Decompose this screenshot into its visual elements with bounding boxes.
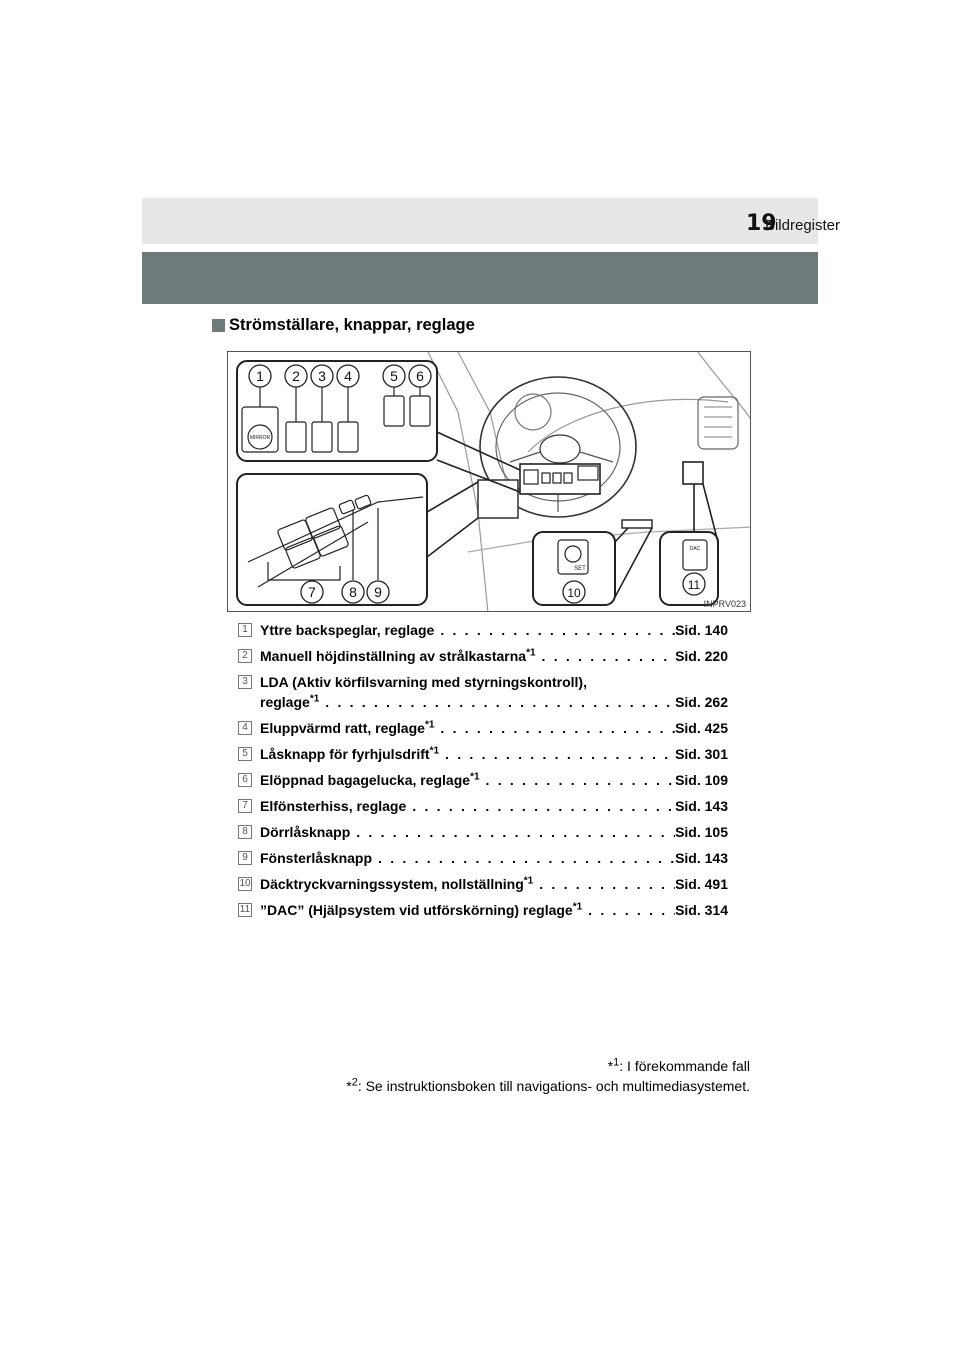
leader-dots (319, 692, 675, 712)
leader-dots (536, 646, 676, 666)
footnote-number: 2 (351, 1076, 358, 1089)
footnote-mark: *1 (309, 693, 320, 705)
callout-1: 1 (256, 368, 264, 384)
callout-10: 10 (567, 586, 581, 600)
leader-dots (406, 796, 675, 816)
item-number: 8 (238, 825, 252, 839)
section-heading (212, 316, 475, 335)
page-reference-link[interactable]: Sid. 105 (675, 824, 728, 840)
footnote-asterisk: * (607, 1058, 614, 1074)
leader-dots (582, 900, 675, 920)
callout-5: 5 (390, 368, 398, 384)
item-label: ”DAC” (Hjälpsystem vid utförskörning) reglage (260, 902, 573, 918)
callout-2: 2 (292, 368, 300, 384)
header-title: Bildregister (764, 217, 840, 234)
item-label-cont: reglage (260, 694, 310, 710)
footnote-mark: *1 (526, 647, 536, 659)
page-reference-link[interactable]: Sid. 143 (675, 798, 728, 814)
list-item (238, 672, 728, 712)
item-number: 5 (238, 747, 252, 761)
page-reference-link[interactable]: Sid. 262 (675, 694, 728, 710)
leader-dots (533, 874, 675, 894)
item-number: 7 (238, 799, 252, 813)
footnote-text: : I förekommande fall (619, 1058, 750, 1074)
list-item (238, 796, 728, 816)
page-reference-link[interactable]: Sid. 491 (675, 876, 728, 892)
item-label: Elöppnad bagagelucka, reglage (260, 772, 471, 788)
footnote-mark: *1 (470, 771, 480, 783)
list-item (238, 848, 728, 868)
leader-dots (434, 620, 675, 640)
page-reference-link[interactable]: Sid. 109 (675, 772, 728, 788)
list-item (238, 646, 728, 666)
page-reference-link[interactable]: Sid. 425 (675, 720, 728, 736)
callout-4: 4 (344, 368, 352, 384)
list-item (238, 620, 728, 640)
list-item (238, 900, 728, 920)
leader-dots (372, 848, 675, 868)
page-reference-link[interactable]: Sid. 143 (675, 850, 728, 866)
item-label: Elfönsterhiss, reglage (260, 798, 407, 814)
item-number: 11 (239, 904, 251, 915)
callout-7: 7 (308, 584, 316, 600)
item-label: LDA (Aktiv körfilsvarning med styrningskontroll), (260, 674, 587, 690)
list-item (238, 822, 728, 842)
page-reference-link[interactable]: Sid. 314 (675, 902, 728, 918)
callout-9: 9 (374, 584, 382, 600)
item-number: 4 (238, 721, 252, 735)
item-number: 9 (238, 851, 252, 865)
item-label: Dörrlåsknapp (260, 824, 351, 840)
set-label: SET (574, 566, 586, 572)
leader-dots (439, 744, 675, 764)
footnote-number: 1 (613, 1056, 620, 1069)
footnote-mark: *1 (523, 875, 534, 887)
item-label: Manuell höjdinställning av strålkastarna (260, 648, 527, 664)
page-reference-link[interactable]: Sid. 301 (675, 746, 728, 762)
leader-dots (434, 718, 675, 738)
item-number: 2 (238, 649, 252, 663)
footnote-mark: *1 (424, 719, 435, 731)
item-number: 10 (239, 878, 251, 889)
callout-11: 11 (687, 578, 701, 592)
dashboard-drawing (228, 352, 751, 612)
item-number: 1 (238, 623, 252, 637)
item-label: Eluppvärmd ratt, reglage (260, 720, 425, 736)
list-item (238, 770, 728, 790)
footnote-text: : Se instruktionsboken till navigations- och multimediasystemet. (357, 1078, 750, 1094)
figure-code: INPRV023 (703, 599, 746, 609)
page-number: 19 (746, 211, 777, 236)
item-label: Däcktryckvarningssystem, nollställning (260, 876, 524, 892)
list-item (238, 744, 728, 764)
footnote-2 (346, 1076, 750, 1096)
list-item (238, 874, 728, 894)
item-label: Låsknapp för fyrhjulsdrift (260, 746, 430, 762)
footnote-asterisk: * (346, 1078, 352, 1094)
footnote-mark: *1 (572, 901, 583, 913)
page-reference-link[interactable]: Sid. 140 (675, 622, 728, 638)
callout-3: 3 (318, 368, 326, 384)
callout-6: 6 (416, 368, 424, 384)
leader-dots (480, 770, 676, 790)
square-bullet-icon (212, 319, 225, 332)
header-band (142, 198, 818, 244)
section-band (142, 252, 818, 304)
item-number: 3 (238, 675, 252, 689)
callout-8: 8 (349, 584, 357, 600)
footnote-1 (346, 1056, 750, 1076)
item-list (238, 620, 728, 926)
list-item (238, 718, 728, 738)
footnotes (346, 1056, 750, 1096)
footnote-mark: *1 (429, 745, 440, 757)
dashboard-illustration (227, 351, 751, 612)
page-reference-link[interactable]: Sid. 220 (675, 648, 728, 664)
section-heading-text: Strömställare, knappar, reglage (229, 316, 475, 334)
item-label: Yttre backspeglar, reglage (260, 622, 435, 638)
item-label: Fönsterlåsknapp (260, 850, 373, 866)
dac-label: DAC (689, 546, 701, 552)
leader-dots (350, 822, 675, 842)
item-number: 6 (238, 773, 252, 787)
mirror-label: MIRROR (249, 435, 271, 441)
